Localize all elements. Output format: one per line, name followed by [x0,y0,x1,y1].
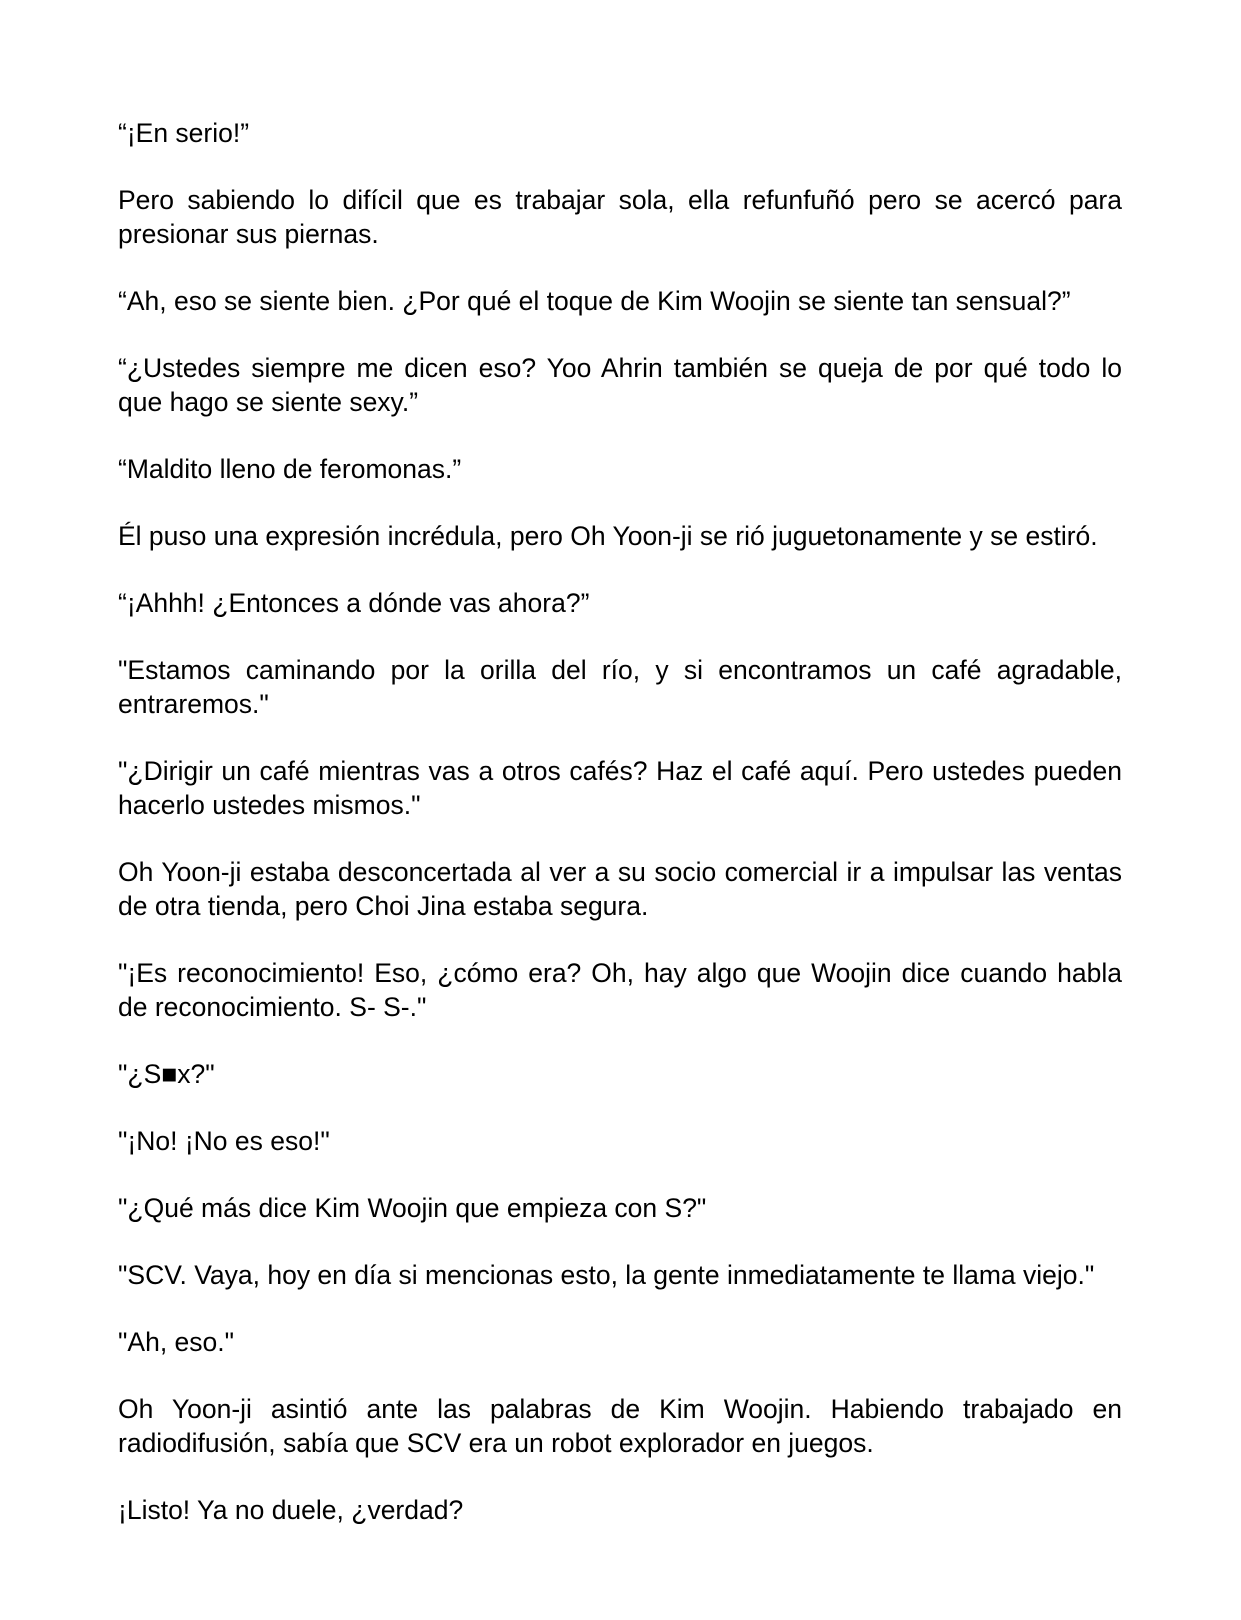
paragraph: "Ah, eso." [118,1327,235,1357]
paragraph: "¿S■x?" [118,1059,215,1089]
paragraph: "¿Qué más dice Kim Woojin que empieza con S?" [118,1193,707,1223]
paragraph: “Ah, eso se siente bien. ¿Por qué el toque de Kim Woojin se siente tan sensual?” [118,286,1071,316]
paragraph: "SCV. Vaya, hoy en día si mencionas esto, la gente inmediatamente te llama viejo." [118,1260,1095,1290]
paragraph: Él puso una expresión incrédula, pero Oh Yoon-ji se rió juguetonamente y se estiró. [118,521,1098,551]
document-body [118,116,1122,1560]
paragraph: "¡No! ¡No es eso!" [118,1126,330,1156]
paragraph: “Maldito lleno de feromonas.” [118,454,462,484]
paragraph: “¿Ustedes siempre me dicen eso? Yoo Ahrin también se queja de por qué todo lo que hago se siente sexy.” [118,353,1122,417]
paragraph: “¡En serio!” [118,118,250,148]
paragraph: Pero sabiendo lo difícil que es trabajar sola, ella refunfuñó pero se acercó para presionar sus piernas. [118,185,1122,249]
paragraph: Oh Yoon-ji asintió ante las palabras de Kim Woojin. Habiendo trabajado en radiodifusión, sabía que SCV era un robot explorador en juegos. [118,1394,1122,1458]
paragraph: ¡Listo! Ya no duele, ¿verdad? [118,1495,464,1525]
paragraph: "Estamos caminando por la orilla del río, y si encontramos un café agradable, entraremos." [118,655,1122,719]
paragraph: “¡Ahhh! ¿Entonces a dónde vas ahora?” [118,588,590,618]
paragraph: "¿Dirigir un café mientras vas a otros cafés? Haz el café aquí. Pero ustedes pueden hacerlo ustedes mismos." [118,756,1122,820]
paragraph: Oh Yoon-ji estaba desconcertada al ver a su socio comercial ir a impulsar las ventas de otra tienda, pero Choi Jina estaba segura. [118,857,1122,921]
paragraph: "¡Es reconocimiento! Eso, ¿cómo era? Oh, hay algo que Woojin dice cuando habla de reconocimiento. S- S-." [118,958,1122,1022]
